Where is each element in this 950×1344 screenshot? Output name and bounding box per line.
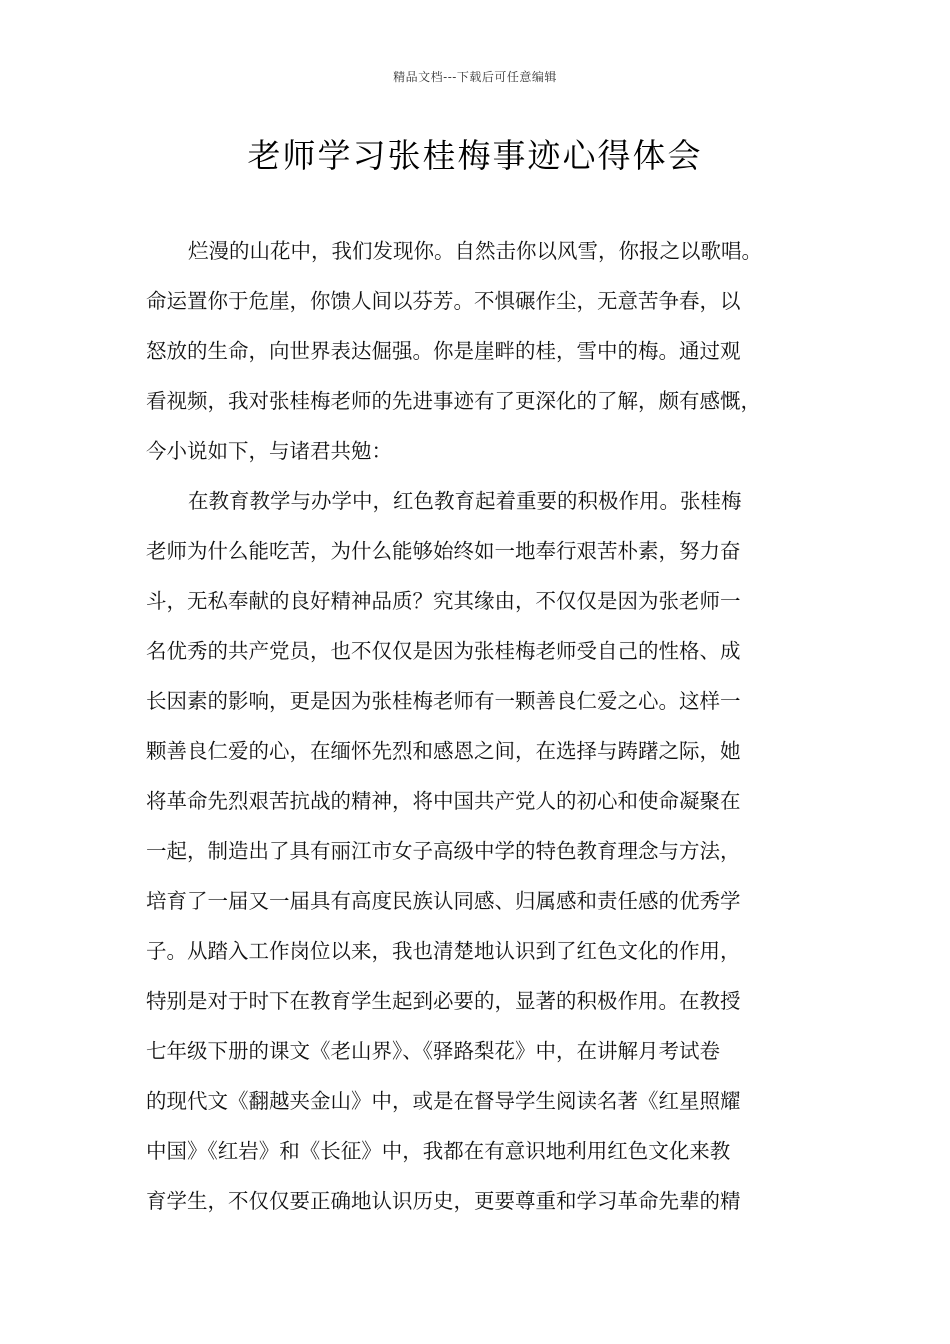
paragraph-2-line-8: 一起，制造出了具有丽江市女子高级中学的特色教育理念与方法， bbox=[146, 839, 741, 863]
paragraph-2-line-3: 斗，无私奉献的良好精神品质？究其缘由，不仅仅是因为张老师一 bbox=[146, 589, 741, 613]
paragraph-2-line-5: 长因素的影响，更是因为张桂梅老师有一颗善良仁爱之心。这样一 bbox=[146, 689, 741, 713]
document-title: 老师学习张桂梅事迹心得体会 bbox=[247, 136, 703, 175]
paragraph-1-line-5: 今小说如下，与诸君共勉： bbox=[146, 439, 392, 463]
paragraph-2-line-7: 将革命先烈艰苦抗战的精神，将中国共产党人的初心和使命凝聚在 bbox=[146, 789, 741, 813]
paragraph-2-line-13: 的现代文《翻越夹金山》中，或是在督导学生阅读名著《红星照耀 bbox=[146, 1089, 741, 1113]
paragraph-2-line-1: 在教育教学与办学中，红色教育起着重要的积极作用。张桂梅 bbox=[188, 489, 742, 513]
paragraph-2-line-6: 颗善良仁爱的心，在缅怀先烈和感恩之间，在选择与踌躇之际，她 bbox=[146, 739, 741, 763]
paragraph-2-line-9: 培育了一届又一届具有高度民族认同感、归属感和责任感的优秀学 bbox=[146, 889, 741, 913]
paragraph-2-line-4: 名优秀的共产党员，也不仅仅是因为张桂梅老师受自己的性格、成 bbox=[146, 639, 741, 663]
paragraph-2-line-2: 老师为什么能吃苦，为什么能够始终如一地奉行艰苦朴素，努力奋 bbox=[146, 539, 741, 563]
paragraph-2-line-12: 七年级下册的课文《老山界》、《驿路梨花》中，在讲解月考试卷 bbox=[146, 1039, 720, 1063]
paragraph-2-line-10: 子。从踏入工作岗位以来，我也清楚地认识到了红色文化的作用， bbox=[146, 939, 741, 963]
paragraph-2-line-11: 特别是对于时下在教育学生起到必要的，显著的积极作用。在教授 bbox=[146, 989, 741, 1013]
paragraph-1-line-4: 看视频，我对张桂梅老师的先进事迹有了更深化的了解，颇有感慨， bbox=[146, 389, 761, 413]
page-header-watermark: 精品文档---下载后可任意编辑 bbox=[393, 70, 557, 84]
paragraph-1-line-2: 命运置你于危崖，你馈人间以芬芳。不惧碾作尘，无意苦争春，以 bbox=[146, 289, 741, 313]
paragraph-2-line-15: 育学生，不仅仅要正确地认识历史，更要尊重和学习革命先辈的精 bbox=[146, 1189, 741, 1213]
paragraph-1-line-3: 怒放的生命，向世界表达倔强。你是崖畔的桂，雪中的梅。通过观 bbox=[146, 339, 741, 363]
paragraph-1-line-1: 烂漫的山花中，我们发现你。自然击你以风雪，你报之以歌唱。 bbox=[188, 239, 762, 263]
paragraph-2-line-14: 中国》《红岩》和《长征》中，我都在有意识地利用红色文化来教 bbox=[146, 1139, 731, 1163]
